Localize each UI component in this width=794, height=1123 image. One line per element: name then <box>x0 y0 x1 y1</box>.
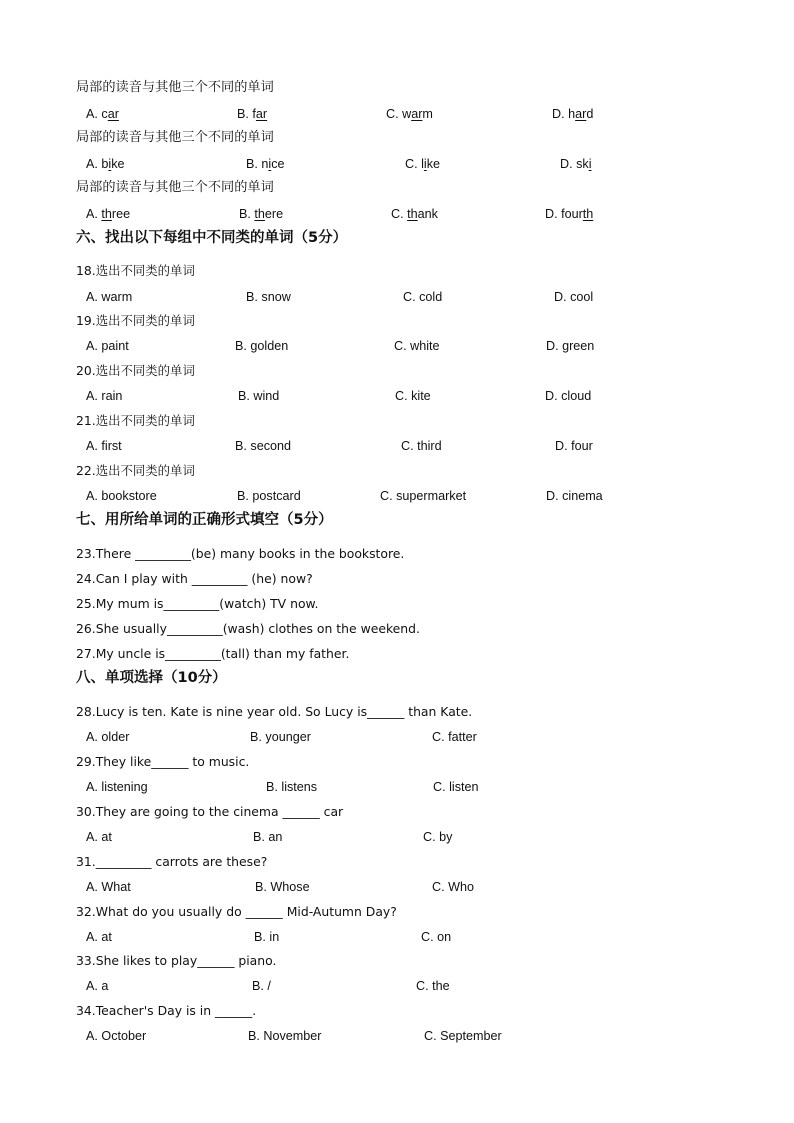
option-c: C. Who <box>432 880 474 894</box>
fill-in-question: 23.There _________(be) many books in the bookstore. <box>76 546 405 561</box>
option-b: B. golden <box>235 339 289 353</box>
question-stem: 33.She likes to play______ piano. <box>76 953 277 968</box>
option-b: B. postcard <box>237 489 301 503</box>
option-b: B. Whose <box>255 880 310 894</box>
option-b: B. nice <box>246 157 285 171</box>
option-b: B. second <box>235 439 292 453</box>
option-a: A. listening <box>86 780 148 794</box>
fill-in-question: 26.She usually_________(wash) clothes on the weekend. <box>76 621 420 636</box>
question-stem: 31._________ carrots are these? <box>76 854 268 869</box>
question-stem: 19.选出不同类的单词 <box>76 313 195 328</box>
option-c: C. by <box>423 830 453 844</box>
option-c: C. thank <box>391 207 438 221</box>
option-b: B. snow <box>246 290 291 304</box>
option-c: C. listen <box>433 780 479 794</box>
option-d: D. cool <box>554 290 594 304</box>
option-d: D. cloud <box>545 389 592 403</box>
option-b: B. in <box>254 930 280 944</box>
option-c: C. fatter <box>432 730 477 744</box>
question-stem: 34.Teacher's Day is in ______. <box>76 1003 257 1018</box>
option-d: D. fourth <box>545 207 594 221</box>
option-b: B. / <box>252 979 271 993</box>
question-stem: 32.What do you usually do ______ Mid-Autumn Day? <box>76 904 397 919</box>
option-b: B. November <box>248 1029 322 1043</box>
question-stem: 29.They like______ to music. <box>76 754 250 769</box>
question-stem: 21.选出不同类的单词 <box>76 413 195 428</box>
option-d: D. four <box>555 439 593 453</box>
option-b: B. younger <box>250 730 311 744</box>
option-c: C. like <box>405 157 441 171</box>
question-stem: 18.选出不同类的单词 <box>76 263 195 278</box>
question-stem: 30.They are going to the cinema ______ car <box>76 804 344 819</box>
option-a: A. bookstore <box>86 489 157 503</box>
option-a: A. rain <box>86 389 123 403</box>
option-a: A. car <box>86 107 119 121</box>
fill-in-question: 27.My uncle is_________(tall) than my father. <box>76 646 350 661</box>
option-a: A. older <box>86 730 130 744</box>
option-c: C. on <box>421 930 452 944</box>
question-stem: 28.Lucy is ten. Kate is nine year old. So Lucy is______ than Kate. <box>76 704 473 719</box>
option-c: C. kite <box>395 389 431 403</box>
option-c: C. supermarket <box>380 489 467 503</box>
option-d: D. cinema <box>546 489 603 503</box>
option-c: C. the <box>416 979 450 993</box>
option-a: A. paint <box>86 339 129 353</box>
option-d: D. hard <box>552 107 594 121</box>
option-a: A. three <box>86 207 131 221</box>
question-stem: 22.选出不同类的单词 <box>76 463 195 478</box>
option-a: A. at <box>86 830 112 844</box>
option-d: D. ski <box>560 157 592 171</box>
option-c: C. warm <box>386 107 433 121</box>
option-c: C. third <box>401 439 442 453</box>
option-b: B. wind <box>238 389 280 403</box>
option-d: D. green <box>546 339 595 353</box>
phonics-prompt: 局部的读音与其他三个不同的单词 <box>76 80 274 95</box>
option-c: C. September <box>424 1029 502 1043</box>
phonics-prompt: 局部的读音与其他三个不同的单词 <box>76 180 274 195</box>
option-c: C. white <box>394 339 440 353</box>
section-title: 八、单项选择（10分） <box>76 670 227 686</box>
section-title: 六、找出以下每组中不同类的单词（5分） <box>76 230 348 246</box>
option-b: B. listens <box>266 780 318 794</box>
option-a: A. first <box>86 439 122 453</box>
option-c: C. cold <box>403 290 443 304</box>
section-title: 七、用所给单词的正确形式填空（5分） <box>76 512 333 528</box>
option-a: A. at <box>86 930 112 944</box>
option-a: A. What <box>86 880 131 894</box>
option-b: B. an <box>253 830 283 844</box>
option-a: A. October <box>86 1029 147 1043</box>
option-a: A. a <box>86 979 109 993</box>
fill-in-question: 24.Can I play with _________ (he) now? <box>76 571 313 586</box>
option-a: A. bike <box>86 157 125 171</box>
option-b: B. there <box>239 207 284 221</box>
question-stem: 20.选出不同类的单词 <box>76 363 195 378</box>
fill-in-question: 25.My mum is_________(watch) TV now. <box>76 596 319 611</box>
option-a: A. warm <box>86 290 133 304</box>
option-b: B. far <box>237 107 268 121</box>
phonics-prompt: 局部的读音与其他三个不同的单词 <box>76 130 274 145</box>
